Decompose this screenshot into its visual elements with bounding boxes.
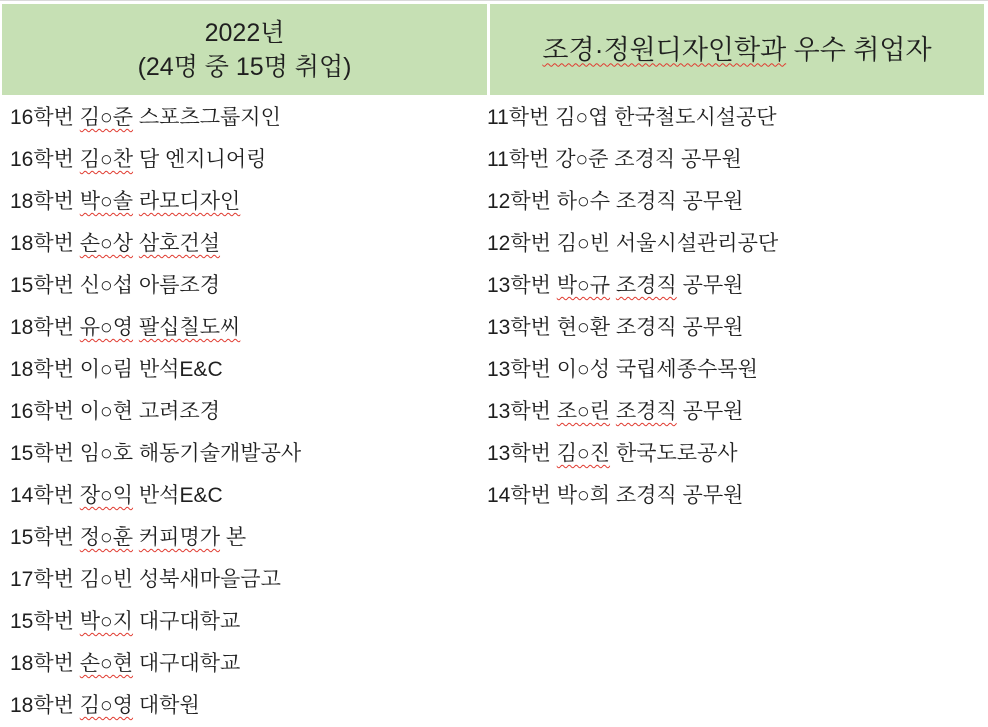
misspelled-text: 팔십칠도씨	[138, 316, 241, 339]
misspelled-text: 김○영	[79, 694, 134, 717]
entry-text: 18학번	[10, 190, 80, 213]
entry-text: 18학번 이○림 반석E&C	[10, 358, 223, 381]
misspelled-text: 박○솔	[79, 190, 134, 213]
misspelled-text: 김○준	[79, 106, 134, 129]
entry-text: 18학번	[10, 316, 80, 339]
misspelled-text: 라모디자인	[138, 190, 241, 213]
entry-text: 한국도로공사	[610, 442, 738, 465]
entry-text: 담 엔지니어링	[133, 148, 267, 171]
entry-text: 대학원	[133, 694, 200, 717]
entry-text: 18학번	[10, 694, 80, 717]
entry-text: 18학번	[10, 232, 80, 255]
entry-text: 13학번	[487, 400, 557, 423]
misspelled-text: 손○상	[79, 232, 134, 255]
list-item	[487, 391, 778, 433]
entry-text: 대구대학교	[133, 610, 241, 633]
misspelled-text: 조경직	[615, 400, 677, 423]
list-item	[487, 223, 778, 265]
entry-text: 13학번 이○성 국립세종수목원	[487, 358, 758, 381]
list-item	[10, 517, 301, 559]
misspelled-text: 삼호건설	[138, 232, 221, 255]
entry-text: 16학번	[10, 148, 80, 171]
misspelled-text: 조○린	[556, 400, 611, 423]
list-item	[10, 601, 301, 643]
misspelled-text: 손○현	[79, 652, 134, 675]
page-title-department: 조경·정원디자인학과	[542, 34, 787, 65]
list-item	[10, 685, 301, 727]
list-item	[487, 97, 778, 139]
list-item	[10, 97, 301, 139]
entry-text: 15학번 신○섭 아름조경	[10, 274, 220, 297]
list-item	[10, 391, 301, 433]
header-title-cell	[490, 4, 984, 95]
list-item	[10, 307, 301, 349]
left-column	[10, 97, 301, 727]
entry-text: 대구대학교	[133, 652, 241, 675]
top-border-line	[0, 0, 988, 1]
page-title	[542, 33, 931, 67]
entry-text: 18학번	[10, 652, 80, 675]
entry-text: 12학번 김○빈 서울시설관리공단	[487, 232, 779, 255]
list-item	[487, 139, 778, 181]
entry-text: 본	[220, 526, 247, 549]
entry-text: 11학번 강○준 조경직 공무원	[487, 148, 742, 171]
misspelled-text: 커피명가	[138, 526, 221, 549]
entry-text: 14학번	[10, 484, 80, 507]
entry-text: 반석E&C	[133, 484, 223, 507]
entry-text: 11학번 김○엽 한국철도시설공단	[487, 106, 777, 129]
list-item	[10, 181, 301, 223]
list-item	[10, 223, 301, 265]
misspelled-text: 박○지	[79, 610, 134, 633]
entry-text: 공무원	[676, 400, 744, 423]
list-item	[487, 265, 778, 307]
misspelled-text: 김○찬	[79, 148, 134, 171]
list-item	[487, 307, 778, 349]
entry-text: 14학번 박○희 조경직 공무원	[487, 484, 744, 507]
header-year: 2022년	[204, 18, 285, 47]
right-column	[487, 97, 778, 517]
list-item	[10, 559, 301, 601]
list-item	[487, 475, 778, 517]
list-item	[10, 139, 301, 181]
list-item	[10, 265, 301, 307]
misspelled-text: 조경직	[615, 274, 677, 297]
entry-text: 16학번 이○현 고려조경	[10, 400, 220, 423]
entry-text: 13학번 현○환 조경직 공무원	[487, 316, 744, 339]
entry-text: 17학번 김○빈 성북새마을금고	[10, 568, 281, 591]
misspelled-text: 유○영	[79, 316, 134, 339]
entry-text: 16학번	[10, 106, 80, 129]
list-item	[487, 433, 778, 475]
misspelled-text: 정○훈	[79, 526, 134, 549]
misspelled-text: 장○익	[79, 484, 134, 507]
list-item	[10, 475, 301, 517]
entry-text: 15학번	[10, 526, 80, 549]
entry-text: 15학번	[10, 610, 80, 633]
entry-text: 12학번 하○수 조경직 공무원	[487, 190, 744, 213]
entry-text: 스포츠그룹지인	[133, 106, 281, 129]
misspelled-text: 김○진	[556, 442, 611, 465]
list-item	[10, 643, 301, 685]
entry-text: 15학번 임○호 해동기술개발공사	[10, 442, 302, 465]
entry-text: 공무원	[676, 274, 744, 297]
list-item	[10, 433, 301, 475]
page-title-suffix: 우수 취업자	[786, 34, 932, 65]
list-item	[487, 349, 778, 391]
entry-text: 13학번	[487, 442, 557, 465]
list-item	[487, 181, 778, 223]
header-year-cell	[2, 4, 487, 95]
misspelled-text: 박○규	[556, 274, 611, 297]
list-item	[10, 349, 301, 391]
entry-text: 13학번	[487, 274, 557, 297]
header-employment-stat: (24명 중 15명 취업)	[137, 52, 352, 81]
